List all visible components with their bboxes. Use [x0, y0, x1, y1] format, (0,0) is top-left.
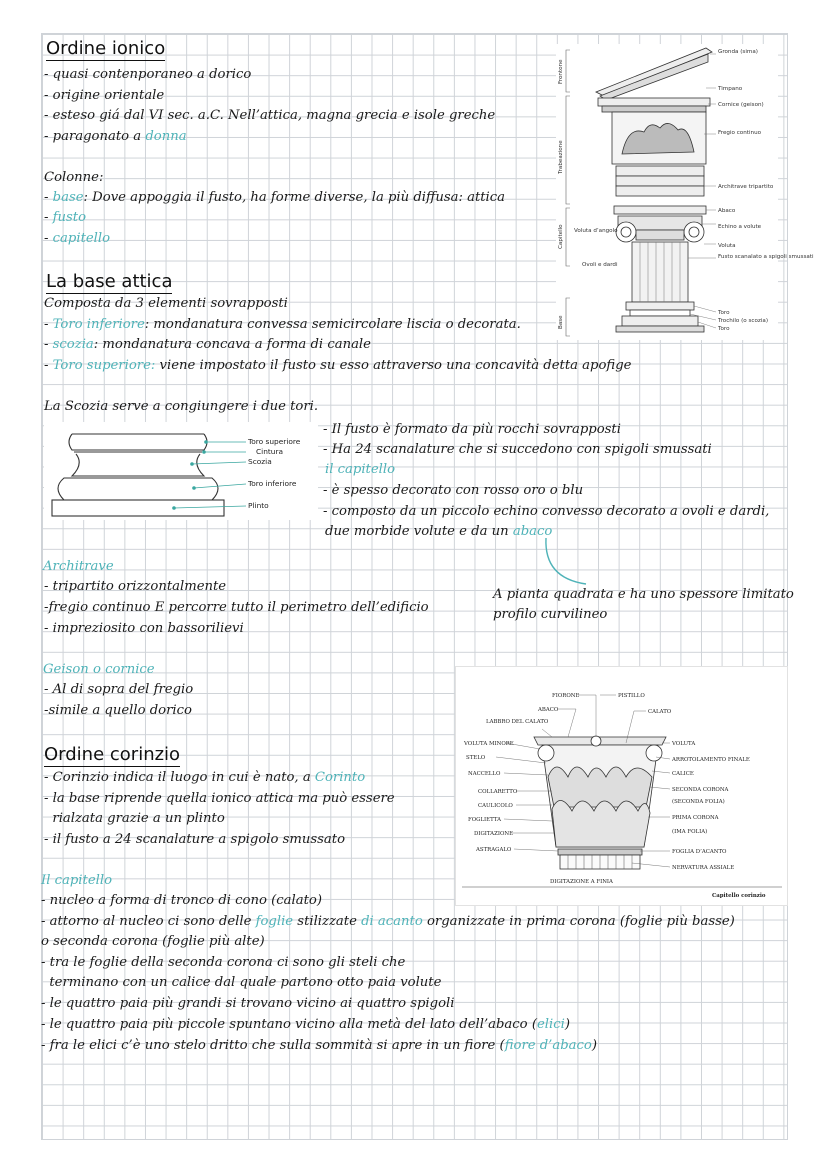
label-seconda-folia: (SECONDA FOLIA)	[672, 799, 725, 805]
label-naccello: NACCELLO	[468, 771, 501, 777]
label-digitazione-finia: DIGITAZIONE A FINIA	[550, 879, 613, 885]
ionic-line-4: - paragonato a donna	[44, 129, 187, 144]
attic-base-drawing	[44, 422, 318, 520]
label-ima-folia: (IMA FOLIA)	[672, 829, 708, 835]
label-abaco-cor: ABACO	[538, 707, 559, 713]
columns-fusto: - fusto	[44, 210, 87, 225]
corinthian-line-3: rialzata grazie a un plinto	[44, 811, 225, 826]
label-voluta-minore: VOLUTA MINORE	[464, 741, 514, 747]
label-abaco: Abaco	[718, 208, 736, 214]
label-scozia: Scozia	[248, 457, 272, 466]
corinthian-capital-figure	[455, 666, 788, 906]
label-trabeazione: Trabeazione	[558, 140, 564, 174]
geison-line-2: -simile a quello dorico	[44, 703, 192, 718]
label-cornice: Cornice (geison)	[718, 102, 764, 108]
shaft-line-3: - è spesso decorato con rosso oro o blu	[323, 483, 584, 498]
attic-toro-inferiore: - Toro inferiore: mondanatura convessa semicircolare liscia o decorata.	[44, 317, 521, 332]
corinthian-title: Ordine corinzio	[44, 744, 181, 765]
label-labbro: LABBRO DEL CALATO	[486, 719, 549, 725]
label-echino: Echino a volute	[718, 224, 762, 230]
attic-base-title: La base attica	[46, 271, 173, 292]
abaco-note-1: A pianta quadrata e ha uno spessore limitato	[493, 587, 794, 602]
label-capitello: Capitello	[558, 224, 564, 249]
label-toro-superiore: Toro superiore	[248, 437, 301, 446]
geison-heading: Geison o cornice	[43, 662, 155, 677]
abaco-arrow	[536, 534, 596, 590]
label-foglietta: FOGLIETTA	[468, 817, 501, 823]
architrave-line-2: -fregio continuo E percorre tutto il perimetro dell’edificio	[44, 600, 429, 615]
ionic-order-drawing	[556, 44, 814, 340]
label-seconda-corona: SECONDA CORONA	[672, 787, 729, 793]
capitello-line-8: - fra le elici c’è uno stelo dritto che sulla sommità si apre in un fiore (fiore d’abaco)	[41, 1038, 598, 1053]
label-timpano: Timpano	[718, 86, 743, 92]
label-pistillo: PISTILLO	[618, 693, 645, 699]
architrave-heading: Architrave	[43, 559, 114, 574]
abaco-note-2: profilo curvilineo	[493, 607, 608, 622]
geison-line-1: - Al di sopra del fregio	[44, 682, 194, 697]
corinthian-line-4: - il fusto a 24 scanalature a spigolo smussato	[44, 832, 346, 847]
capitello-line-3: o seconda corona (foglie più alte)	[41, 934, 265, 949]
label-ovoli: Ovoli e dardi	[582, 262, 618, 268]
label-calato: CALATO	[648, 709, 672, 715]
capitello-line-2: - attorno al nucleo ci sono delle foglie stilizzate di acanto organizzate in prima corona (foglie più basse)	[41, 914, 735, 929]
label-caulicolo: CAULICOLO	[478, 803, 513, 809]
label-astragalo: ASTRAGALO	[476, 847, 512, 853]
columns-base: - base: Dove appoggia il fusto, ha forme diverse, la più diffusa: attica	[44, 190, 506, 205]
corinthian-line-1: - Corinzio indica il luogo in cui è nato, a Corinto	[44, 770, 366, 785]
label-calice: CALICE	[672, 771, 694, 777]
label-architrave: Architrave tripartito	[718, 184, 774, 190]
label-plinto: Plinto	[248, 501, 269, 510]
shaft-line-2: - Ha 24 scanalature che si succedono con spigoli smussati	[323, 442, 712, 457]
label-trochilo: Trochilo (o scozia)	[718, 318, 769, 324]
label-toro-inferiore: Toro inferiore	[248, 479, 297, 488]
columns-capitello: - capitello	[44, 231, 111, 246]
label-toro-1: Toro	[718, 310, 730, 316]
label-toro-2: Toro	[718, 326, 730, 332]
label-foglia-acanto: FOGLIA D’ACANTO	[672, 849, 727, 855]
ionic-title: Ordine ionico	[46, 38, 166, 59]
capitello-line-1: - nucleo a forma di tronco di cono (calato)	[41, 893, 322, 908]
corinthian-capital-drawing	[456, 667, 787, 905]
corinthian-caption: Capitello corinzio	[712, 893, 766, 899]
shaft-line-5: due morbide volute e da un abaco	[325, 524, 553, 539]
attic-base-intro: Composta da 3 elementi sovrapposti	[44, 296, 288, 311]
label-voluta: Voluta	[718, 243, 736, 249]
ionic-line-2: - origine orientale	[44, 88, 165, 103]
label-cintura: Cintura	[256, 447, 284, 456]
attic-scozia: - scozia: mondanatura concava a forma di canale	[44, 337, 371, 352]
label-frontone: Frontone	[558, 59, 564, 84]
capitello-line-7: - le quattro paia più piccole spuntano vicino alla metà del lato dell’abaco (elici)	[41, 1017, 570, 1032]
architrave-line-3: - impreziosito con bassorilievi	[44, 621, 244, 636]
ionic-line-1: - quasi contenporaneo a dorico	[44, 67, 252, 82]
label-fregio: Fregio continuo	[718, 130, 762, 136]
shaft-line-4: - composto da un piccolo echino convesso decorato a ovoli e dardi,	[323, 504, 770, 519]
label-fusto: Fusto scanalato a spigoli smussati	[718, 254, 814, 260]
capitello-line-4: - tra le foglie della seconda corona ci sono gli steli che	[41, 955, 406, 970]
label-fiorone: FIORONE	[552, 693, 580, 699]
corinthian-line-2: - la base riprende quella ionico attica ma può essere	[44, 791, 395, 806]
ionic-capitello-heading: il capitello	[325, 462, 396, 477]
label-digitazione: DIGITAZIONE	[474, 831, 514, 837]
scozia-note: La Scozia serve a congiungere i due tori.	[44, 399, 319, 414]
shaft-line-1: - Il fusto è formato da più rocchi sovrapposti	[323, 422, 621, 437]
ionic-order-figure	[556, 44, 814, 340]
label-base: Base	[558, 315, 564, 329]
label-nervatura: NERVATURA ASSIALE	[672, 865, 735, 871]
label-collaretto: COLLARETTO	[478, 789, 518, 795]
capitello-line-5: terminano con un calice dal quale partono otto paia volute	[41, 975, 442, 990]
attic-base-figure	[44, 422, 318, 520]
columns-heading: Colonne:	[44, 170, 104, 185]
label-prima-corona: PRIMA CORONA	[672, 815, 719, 821]
attic-toro-superiore: - Toro superiore: viene impostato il fusto su esso attraverso una concavità detta apofige	[44, 358, 632, 373]
corinthian-capitello-heading: Il capitello	[41, 873, 113, 888]
ionic-line-3: - esteso giá dal VI sec. a.C. Nell’attica, magna grecia e isole greche	[44, 108, 496, 123]
label-voluta-angolo: Voluta d’angolo	[574, 228, 618, 234]
label-gronda: Gronda (sima)	[718, 49, 758, 55]
capitello-line-6: - le quattro paia più grandi si trovano vicino ai quattro spigoli	[41, 996, 455, 1011]
label-voluta-cor: VOLUTA	[672, 741, 696, 747]
architrave-line-1: - tripartito orizzontalmente	[44, 579, 227, 594]
label-arrotolamento: ARROTOLAMENTO FINALE	[672, 757, 750, 763]
label-stelo: STELO	[466, 755, 486, 761]
